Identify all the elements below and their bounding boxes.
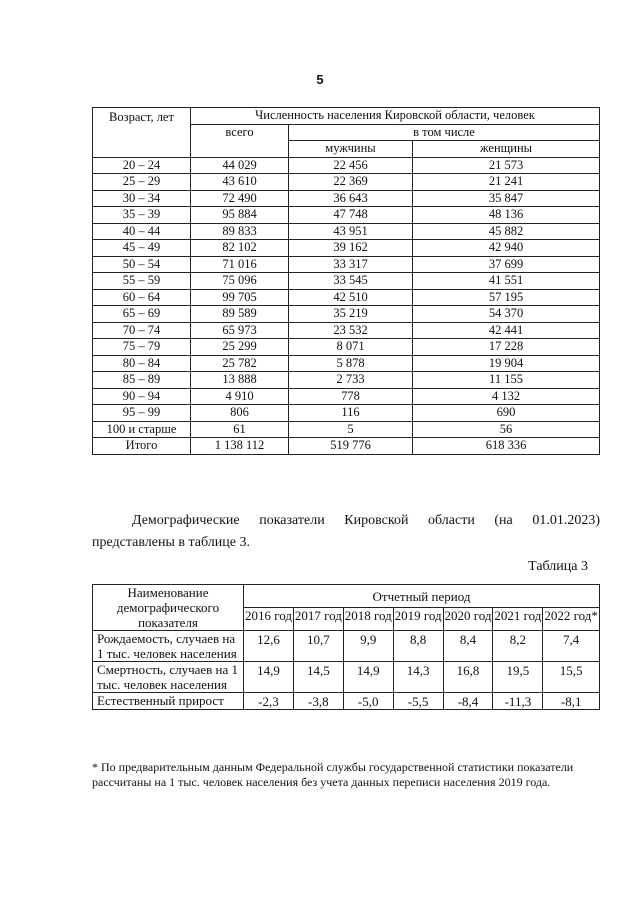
age-header: Возраст, лет xyxy=(93,108,191,158)
men-cell: 36 643 xyxy=(289,190,413,207)
men-cell: 23 532 xyxy=(289,322,413,339)
indicator-value: -5,0 xyxy=(343,693,393,710)
indicator-value: -3,8 xyxy=(293,693,343,710)
table-row xyxy=(93,355,600,372)
total-cell: 99 705 xyxy=(191,289,289,306)
women-cell: 21 573 xyxy=(413,157,600,174)
total-cell: 25 782 xyxy=(191,355,289,372)
year-header: 2018 год xyxy=(343,608,393,631)
women-cell: 54 370 xyxy=(413,306,600,323)
women-cell: 4 132 xyxy=(413,388,600,405)
indicator-value: 8,4 xyxy=(443,631,493,662)
indicator-value: -2,3 xyxy=(244,693,294,710)
age-cell: 55 – 59 xyxy=(93,273,191,290)
population-title-header: Численность населения Кировской области, человек xyxy=(191,108,600,125)
table-row xyxy=(93,273,600,290)
men-cell: 35 219 xyxy=(289,306,413,323)
age-cell: 75 – 79 xyxy=(93,339,191,356)
year-header: 2021 год xyxy=(493,608,543,631)
age-cell: 65 – 69 xyxy=(93,306,191,323)
year-header: 2017 год xyxy=(293,608,343,631)
year-header: 2016 год xyxy=(244,608,294,631)
men-cell: 5 xyxy=(289,421,413,438)
indicator-value: 14,9 xyxy=(244,662,294,693)
men-cell: 2 733 xyxy=(289,372,413,389)
total-cell: 71 016 xyxy=(191,256,289,273)
men-cell: 778 xyxy=(289,388,413,405)
total-cell: 1 138 112 xyxy=(191,438,289,455)
women-cell: 56 xyxy=(413,421,600,438)
women-cell: 45 882 xyxy=(413,223,600,240)
page-number: 5 xyxy=(316,72,324,87)
indicator-value: 14,5 xyxy=(293,662,343,693)
table-row xyxy=(93,339,600,356)
indicator-value: -11,3 xyxy=(493,693,543,710)
total-cell: 25 299 xyxy=(191,339,289,356)
men-cell: 8 071 xyxy=(289,339,413,356)
table-row xyxy=(93,421,600,438)
women-cell: 48 136 xyxy=(413,207,600,224)
total-cell: 4 910 xyxy=(191,388,289,405)
women-cell: 37 699 xyxy=(413,256,600,273)
total-cell: 65 973 xyxy=(191,322,289,339)
table-row xyxy=(93,223,600,240)
total-cell: 61 xyxy=(191,421,289,438)
women-header: женщины xyxy=(413,141,600,158)
indicator-name-header: Наименование демографического показателя xyxy=(93,585,244,631)
women-cell: 618 336 xyxy=(413,438,600,455)
women-cell: 41 551 xyxy=(413,273,600,290)
table-row xyxy=(93,388,600,405)
women-cell: 57 195 xyxy=(413,289,600,306)
table-row xyxy=(93,174,600,191)
age-cell: 100 и старше xyxy=(93,421,191,438)
men-cell: 116 xyxy=(289,405,413,422)
indicator-value: 16,8 xyxy=(443,662,493,693)
total-cell: 82 102 xyxy=(191,240,289,257)
table-row xyxy=(93,190,600,207)
age-cell: 80 – 84 xyxy=(93,355,191,372)
table-row xyxy=(93,631,600,662)
men-cell: 43 951 xyxy=(289,223,413,240)
table-row xyxy=(93,372,600,389)
age-cell: 85 – 89 xyxy=(93,372,191,389)
age-cell: 50 – 54 xyxy=(93,256,191,273)
total-cell: 95 884 xyxy=(191,207,289,224)
total-cell: 75 096 xyxy=(191,273,289,290)
period-header: Отчетный период xyxy=(244,585,600,608)
total-cell: 806 xyxy=(191,405,289,422)
men-cell: 42 510 xyxy=(289,289,413,306)
men-cell: 33 317 xyxy=(289,256,413,273)
table-caption: Таблица 3 xyxy=(528,559,588,574)
total-header: всего xyxy=(191,124,289,157)
indicator-value: 9,9 xyxy=(343,631,393,662)
paragraph-line-1: Демографические показатели Кировской области (на 01.01.2023) xyxy=(132,513,600,528)
table-row xyxy=(93,322,600,339)
total-cell: 72 490 xyxy=(191,190,289,207)
men-cell: 47 748 xyxy=(289,207,413,224)
indicator-value: 19,5 xyxy=(493,662,543,693)
men-cell: 22 456 xyxy=(289,157,413,174)
age-cell: 35 – 39 xyxy=(93,207,191,224)
total-cell: 89 589 xyxy=(191,306,289,323)
indicator-value: 14,3 xyxy=(393,662,443,693)
indicator-value: -8,4 xyxy=(443,693,493,710)
women-cell: 35 847 xyxy=(413,190,600,207)
age-cell: 60 – 64 xyxy=(93,289,191,306)
age-cell: 20 – 24 xyxy=(93,157,191,174)
women-cell: 690 xyxy=(413,405,600,422)
paragraph-line-2: представлены в таблице 3. xyxy=(92,535,250,550)
table-row xyxy=(93,207,600,224)
indicator-value: -5,5 xyxy=(393,693,443,710)
population-table xyxy=(92,107,600,455)
men-cell: 33 545 xyxy=(289,273,413,290)
women-cell: 42 940 xyxy=(413,240,600,257)
age-cell: 30 – 34 xyxy=(93,190,191,207)
age-cell: 45 – 49 xyxy=(93,240,191,257)
including-header: в том числе xyxy=(289,124,600,141)
table-row xyxy=(93,438,600,455)
demographic-table xyxy=(92,584,600,710)
indicator-value: 10,7 xyxy=(293,631,343,662)
indicator-value: 14,9 xyxy=(343,662,393,693)
total-cell: 43 610 xyxy=(191,174,289,191)
indicator-value: 8,8 xyxy=(393,631,443,662)
table-row xyxy=(93,662,600,693)
women-cell: 42 441 xyxy=(413,322,600,339)
indicator-name: Рождаемость, случаев на 1 тыс. человек населения xyxy=(93,631,244,662)
total-cell: 44 029 xyxy=(191,157,289,174)
women-cell: 21 241 xyxy=(413,174,600,191)
year-header: 2020 год xyxy=(443,608,493,631)
age-cell: Итого xyxy=(93,438,191,455)
women-cell: 17 228 xyxy=(413,339,600,356)
table-row xyxy=(93,256,600,273)
table-row xyxy=(93,289,600,306)
indicator-value: 8,2 xyxy=(493,631,543,662)
age-cell: 90 – 94 xyxy=(93,388,191,405)
indicator-name: Естественный прирост xyxy=(93,693,244,710)
total-cell: 89 833 xyxy=(191,223,289,240)
indicator-name: Смертность, случаев на 1 тыс. человек населения xyxy=(93,662,244,693)
indicator-value: -8,1 xyxy=(543,693,600,710)
age-cell: 70 – 74 xyxy=(93,322,191,339)
table-row xyxy=(93,693,600,710)
men-cell: 5 878 xyxy=(289,355,413,372)
indicator-value: 12,6 xyxy=(244,631,294,662)
demographic-table-body xyxy=(93,631,600,710)
year-header: 2019 год xyxy=(393,608,443,631)
men-header: мужчины xyxy=(289,141,413,158)
total-cell: 13 888 xyxy=(191,372,289,389)
men-cell: 22 369 xyxy=(289,174,413,191)
men-cell: 39 162 xyxy=(289,240,413,257)
footnote: * По предварительным данным Федеральной службы государственной статистики показатели рассчитаны на 1 тыс. человек населения без учета данных переписи населения 2019 года. xyxy=(92,760,574,789)
women-cell: 11 155 xyxy=(413,372,600,389)
men-cell: 519 776 xyxy=(289,438,413,455)
table-row xyxy=(93,405,600,422)
age-cell: 40 – 44 xyxy=(93,223,191,240)
indicator-value: 15,5 xyxy=(543,662,600,693)
year-header: 2022 год* xyxy=(543,608,600,631)
age-cell: 95 – 99 xyxy=(93,405,191,422)
table-row xyxy=(93,240,600,257)
population-table-body xyxy=(93,157,600,454)
table-row xyxy=(93,306,600,323)
women-cell: 19 904 xyxy=(413,355,600,372)
indicator-value: 7,4 xyxy=(543,631,600,662)
age-cell: 25 – 29 xyxy=(93,174,191,191)
table-row xyxy=(93,157,600,174)
